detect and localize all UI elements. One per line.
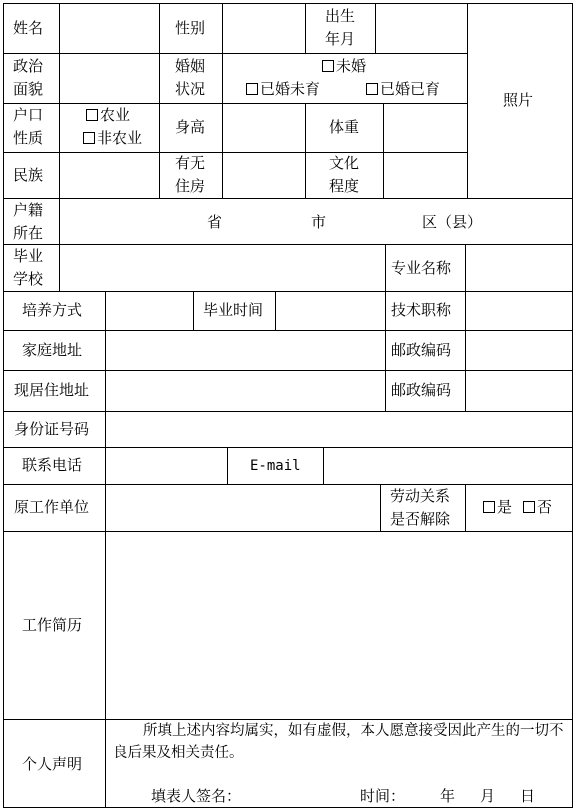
current-addr-field[interactable] — [106, 371, 385, 411]
option-label: 已婚已育 — [380, 80, 441, 98]
ethnicity-field[interactable] — [60, 153, 159, 198]
rule — [305, 3, 306, 53]
rule — [465, 484, 466, 531]
checkbox-icon — [322, 60, 334, 72]
label-prev-employer: 原工作单位 — [14, 498, 90, 516]
label-district: 区（县） — [422, 213, 483, 231]
weight-field[interactable] — [384, 104, 467, 152]
signature-label: 填表人签名： — [151, 787, 242, 805]
year-label: 年 — [440, 787, 456, 805]
label-gender: 性别 — [175, 19, 206, 37]
postcode-field[interactable] — [466, 331, 572, 370]
label-labor-1: 劳动关系 — [390, 487, 451, 505]
label-postcode-2: 邮政编码 — [391, 381, 452, 399]
declaration-text: 所填上述内容均属实，如有虚假，本人愿意接受因此产生的一切不良后果及相关责任。 — [113, 723, 564, 761]
rule — [305, 103, 306, 198]
option-married-no-child[interactable] — [246, 78, 320, 100]
label-grad-time: 毕业时间 — [203, 301, 264, 319]
rule — [385, 330, 386, 411]
rule — [159, 3, 160, 198]
housing-field[interactable] — [223, 153, 305, 198]
label-housing-2: 住房 — [175, 177, 206, 195]
label-ethnicity: 民族 — [13, 166, 44, 184]
label-postcode: 邮政编码 — [391, 341, 452, 359]
label-phone: 联系电话 — [22, 456, 83, 474]
rule — [227, 447, 228, 484]
birth-field[interactable] — [376, 4, 467, 53]
height-field[interactable] — [223, 104, 305, 152]
training-field[interactable] — [106, 292, 193, 330]
day-label: 日 — [520, 787, 536, 805]
label-education-1: 文化 — [329, 154, 360, 172]
label-work-history: 工作简历 — [22, 616, 83, 634]
major-field[interactable] — [466, 245, 572, 291]
label-political-1: 政治 — [13, 57, 44, 75]
label-marital-2: 状况 — [175, 80, 206, 98]
checkbox-icon — [523, 501, 535, 513]
school-field[interactable] — [60, 245, 385, 291]
option-label: 是 — [497, 498, 513, 516]
option-label: 非农业 — [97, 129, 143, 147]
option-agricultural[interactable] — [86, 104, 130, 126]
label-hukou-loc-2: 所在 — [13, 224, 44, 242]
rule — [385, 291, 386, 330]
label-current-addr: 现居住地址 — [14, 381, 90, 399]
label-email: E-mail — [250, 458, 301, 474]
rule — [3, 807, 573, 808]
option-non-agricultural[interactable] — [83, 127, 142, 149]
grad-time-field[interactable] — [276, 292, 385, 330]
checkbox-icon — [366, 83, 378, 95]
gender-field[interactable] — [223, 4, 305, 53]
name-field[interactable] — [60, 4, 159, 53]
label-home-addr: 家庭地址 — [22, 341, 83, 359]
option-label: 农业 — [100, 106, 131, 124]
label-hukou-type-1: 户口 — [13, 106, 44, 124]
label-hukou-loc-1: 户籍 — [13, 201, 44, 219]
signature-field[interactable] — [240, 785, 355, 805]
option-labor-no[interactable] — [523, 496, 552, 518]
label-labor-2: 是否解除 — [390, 510, 451, 528]
label-weight: 体重 — [329, 118, 360, 136]
prev-employer-field[interactable] — [106, 485, 380, 531]
label-birth-2: 年月 — [325, 30, 356, 48]
option-label: 未婚 — [336, 57, 367, 75]
work-history-field[interactable] — [106, 532, 572, 719]
label-education-2: 程度 — [329, 177, 360, 195]
email-field[interactable] — [324, 448, 572, 484]
checkbox-icon — [83, 132, 95, 144]
option-label: 否 — [537, 498, 553, 516]
rule — [380, 484, 381, 531]
label-id-number: 身份证号码 — [14, 420, 90, 438]
label-declaration: 个人声明 — [22, 755, 83, 773]
label-photo: 照片 — [503, 91, 534, 109]
postcode-2-field[interactable] — [466, 371, 572, 411]
label-training: 培养方式 — [22, 301, 83, 319]
label-hukou-type-2: 性质 — [13, 129, 44, 147]
label-name: 姓名 — [13, 19, 44, 37]
option-label: 已婚未育 — [260, 80, 321, 98]
label-political-2: 面貌 — [13, 80, 44, 98]
label-province: 省 — [207, 213, 223, 231]
id-number-field[interactable] — [106, 412, 572, 447]
label-marital-1: 婚姻 — [175, 57, 206, 75]
checkbox-icon — [483, 501, 495, 513]
label-title: 技术职称 — [391, 301, 452, 319]
option-unmarried[interactable] — [322, 55, 366, 77]
rule — [59, 198, 60, 244]
checkbox-icon — [246, 83, 258, 95]
label-major: 专业名称 — [391, 259, 452, 277]
label-school-1: 毕业 — [13, 247, 44, 265]
rule — [193, 291, 194, 330]
rule — [3, 3, 4, 808]
label-height: 身高 — [175, 118, 206, 136]
option-labor-yes[interactable] — [483, 496, 512, 518]
rule — [3, 198, 573, 199]
phone-field[interactable] — [106, 448, 227, 484]
label-birth-1: 出生 — [325, 7, 356, 25]
title-field[interactable] — [466, 292, 572, 330]
rule — [572, 3, 573, 808]
rule — [385, 244, 386, 291]
home-addr-field[interactable] — [106, 331, 385, 370]
checkbox-icon — [86, 109, 98, 121]
label-school-2: 学校 — [13, 270, 44, 288]
label-housing-1: 有无 — [175, 154, 206, 172]
time-label: 时间： — [360, 787, 406, 805]
education-field[interactable] — [384, 153, 467, 198]
political-field[interactable] — [60, 54, 159, 103]
month-label: 月 — [480, 787, 496, 805]
label-city: 市 — [311, 213, 327, 231]
option-married-child[interactable] — [366, 78, 440, 100]
